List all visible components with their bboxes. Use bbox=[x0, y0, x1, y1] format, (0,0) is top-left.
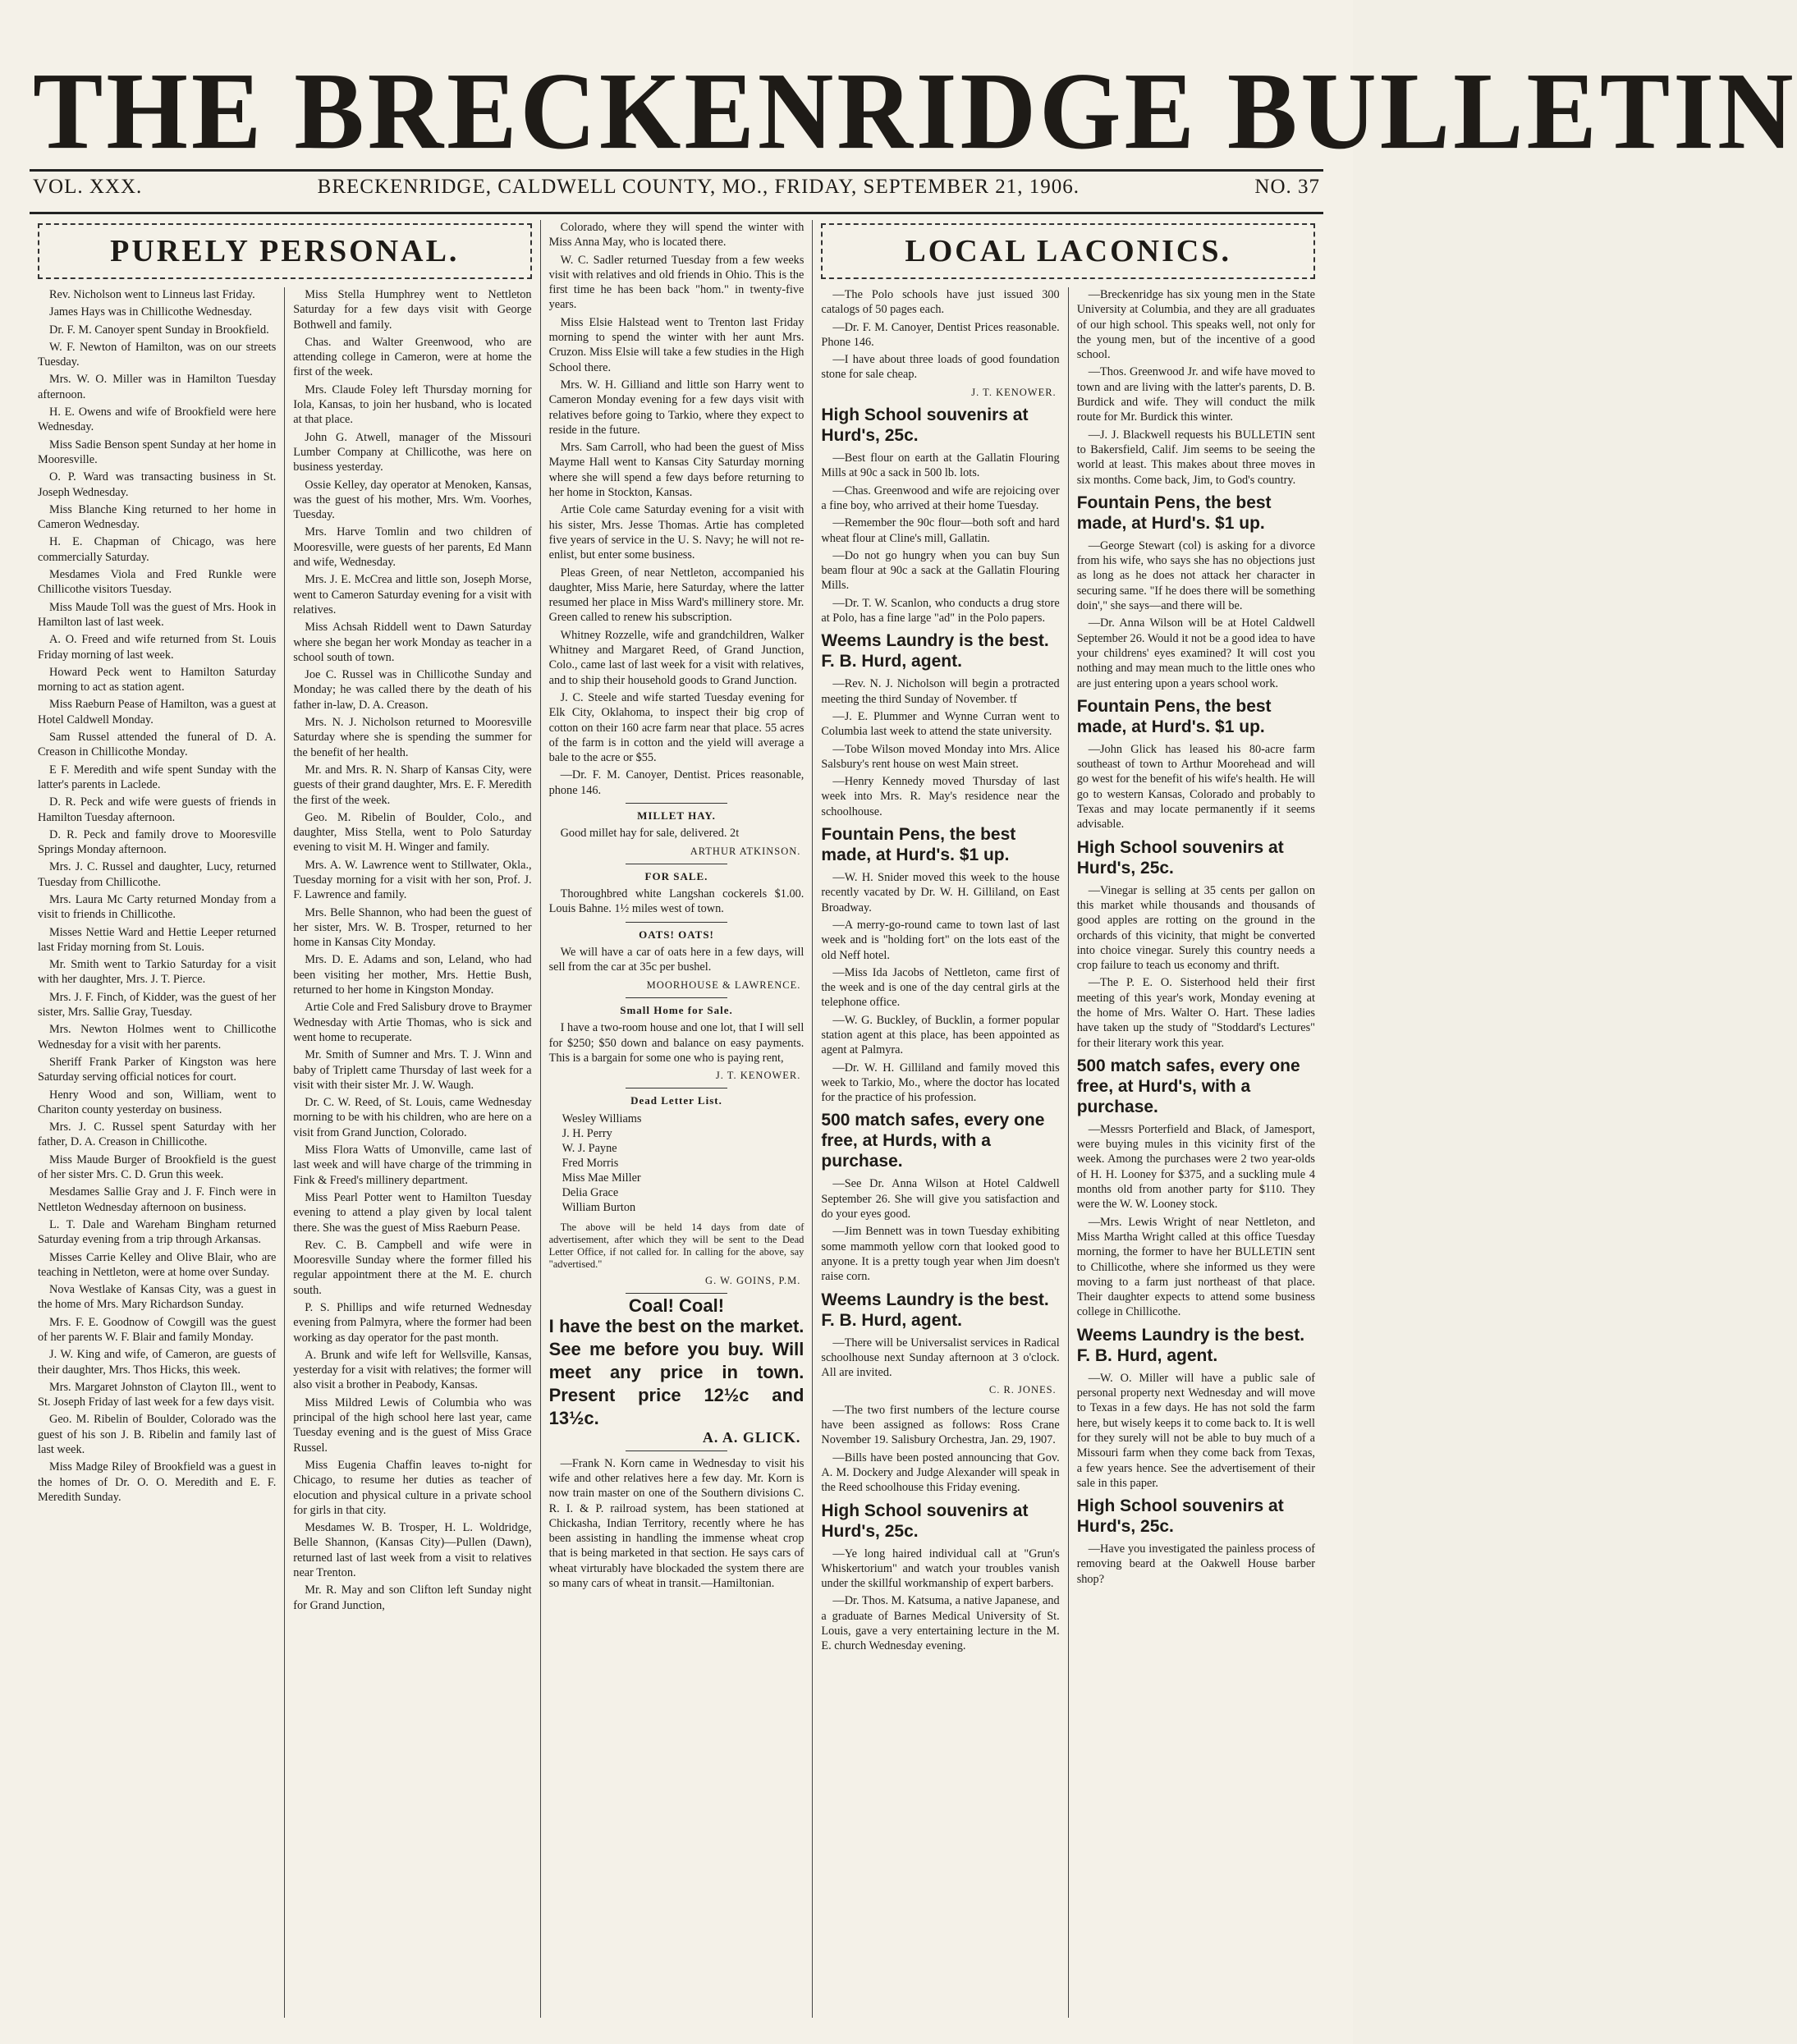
oats-heading: OATS! OATS! bbox=[639, 928, 714, 941]
column-3 bbox=[541, 220, 814, 2018]
purely-personal-section bbox=[30, 220, 541, 2018]
signature: C. R. JONES. bbox=[988, 1384, 1057, 1396]
personal-item: Miss Maude Burger of Brookfield is the guest of her sister Mrs. C. D. Grun this week. bbox=[38, 1153, 277, 1182]
personal-item: H. E. Chapman of Chicago, was here commercially Saturday. bbox=[38, 535, 277, 564]
laconic-item: —John Glick has leased his 80-acre farm southeast of town to Arthur Moorehead and will go west for the benefit of his wife's health. He will go to western Kansas, Colorado and probably to Texas and may locate permanently if it seems advisable. bbox=[1076, 742, 1315, 832]
personal-item: Dr. C. W. Reed, of St. Louis, came Wednesday morning to be with his children, who are here on a visit from Grand Junction, Colorado. bbox=[293, 1096, 532, 1139]
laconic-item: —See Dr. Anna Wilson at Hotel Caldwell September 26. She will give you satisfaction and do your eyes good. bbox=[821, 1177, 1060, 1221]
personal-item: Miss Mildred Lewis of Columbia who was principal of the high school here last year, came Tuesday evening and is the guest of Miss Grace Russel. bbox=[293, 1396, 532, 1455]
personal-item: Mesdames Viola and Fred Runkle were Chillicothe visitors Tuesday. bbox=[38, 568, 277, 597]
laconic-item: —The P. E. O. Sisterhood held their first meeting of this year's work, Monday evening at the home of Mrs. Walter O. Hart. These ladies have taken up the study of "Stoddard's Lectures" for their literary work this year. bbox=[1076, 976, 1315, 1050]
personal-item: Mrs. Claude Foley left Thursday morning for Iola, Kansas, to join her husband, who is located at that place. bbox=[293, 383, 532, 427]
dateline bbox=[33, 176, 1320, 209]
personal-item: Miss Madge Riley of Brookfield was a guest in the homes of Dr. O. O. Meredith and E. F. Meredith Sunday. bbox=[38, 1460, 277, 1504]
personal-item: Chas. and Walter Greenwood, who are attending college in Cameron, were at home the first of the week. bbox=[293, 335, 532, 379]
advertisement: 500 match safes, every one free, at Hurds, with a purchase. bbox=[821, 1111, 1045, 1171]
personal-item: Miss Raeburn Pease of Hamilton, was a guest at Hotel Caldwell Monday. bbox=[38, 698, 277, 726]
news-item: Artie Cole came Saturday evening for a visit with his sister, Mrs. Jesse Thomas. Artie has completed five years of service in the U. S. Navy; he will not re-enlist, but enter some business. bbox=[548, 503, 805, 562]
news-item: Mrs. W. H. Gilliand and little son Harry went to Cameron Monday evening for a few days visit with relatives before going to Tarkio, where they expect to reside in the future. bbox=[548, 378, 805, 437]
news-item: W. C. Sadler returned Tuesday from a few weeks visit with relatives and old friends in Ohio. This is the first time he has been back "hom." in twenty-five years. bbox=[548, 253, 805, 312]
purely-personal-heading: PURELY PERSONAL. bbox=[38, 223, 532, 279]
laconic-item: —Mrs. Lewis Wright of near Nettleton, and Miss Martha Wright called at this office Tuesday morning, the former to have her BULLETIN sent to Chillicothe, where she informed us they were moving to a farm just northeast of that place. Their daughter expects to attend some business college in Chillicothe. bbox=[1076, 1215, 1315, 1319]
small-home-text: I have a two-room house and one lot, that I will sell for $250; $50 down and balance on easy payments. This is a bargain for some one who is paying rent, bbox=[548, 1021, 805, 1065]
personal-item: Howard Peck went to Hamilton Saturday morning to act as station agent. bbox=[38, 665, 277, 694]
news-item: Whitney Rozzelle, wife and grandchildren, Walker Whitney and Margaret Reed, of Grand Junction, Colo., came last of last week for a visit with relatives, and to ship their household goods to Grand Junction. bbox=[548, 628, 805, 687]
small-home-heading: Small Home for Sale. bbox=[620, 1003, 733, 1016]
divider bbox=[626, 922, 727, 923]
dead-letter-list bbox=[549, 1111, 805, 1215]
laconic-item: —George Stewart (col) is asking for a divorce from his wife, who says she has no objections just as long as he does not attack her character in securing same. "If he does there will be something doin'," she says—and there will be. bbox=[1076, 538, 1315, 613]
news-item: Mrs. Sam Carroll, who had been the guest of Miss Mayme Hall went to Kansas City Saturday morning where she will spend a few days before returning to her home in Stockton, Kansas. bbox=[548, 441, 805, 500]
column-3-items bbox=[549, 220, 805, 798]
personal-item: Mr. Smith went to Tarkio Saturday for a visit with her daughter, Mrs. J. T. Pierce. bbox=[38, 958, 277, 987]
laconic-item: —Dr. F. M. Canoyer, Dentist Prices reasonable. Phone 146. bbox=[821, 320, 1060, 349]
personal-item: Mesdames Sallie Gray and J. F. Finch were in Nettleton Wednesday afternoon on business. bbox=[38, 1185, 277, 1214]
masthead-rule-top bbox=[30, 169, 1323, 172]
dead-letter-name: W. J. Payne bbox=[562, 1141, 617, 1155]
news-item: Pleas Green, of near Nettleton, accompanied his daughter, Miss Marie, here Saturday, where the latter resumed her place in Miss Ward's millinery store. Mr. Green called to renew his subscription. bbox=[548, 566, 805, 625]
laconic-item: —There will be Universalist services in Radical schoolhouse next Sunday afternoon at 3 o'clock. All are invited. bbox=[821, 1336, 1060, 1380]
dead-letter-name: Delia Grace bbox=[562, 1185, 619, 1199]
personal-item: Mrs. Newton Holmes went to Chillicothe Wednesday for a visit with her parents. bbox=[38, 1023, 277, 1052]
advertisement: Weems Laundry is the best. F. B. Hurd, agent. bbox=[1076, 1325, 1305, 1365]
personal-item: Geo. M. Ribelin of Boulder, Colo., and daughter, Miss Stella, went to Polo Saturday evening to visit M. H. Winger and family. bbox=[293, 810, 532, 855]
news-item: Miss Elsie Halstead went to Trenton last Friday morning to spend the winter with her aunt Mrs. Cruzon. Miss Elsie will take a few studies in the High School there. bbox=[548, 315, 805, 374]
personal-item: Mrs. W. O. Miller was in Hamilton Tuesday afternoon. bbox=[38, 373, 277, 401]
advertisement: 500 match safes, every one free, at Hurd's, with a purchase. bbox=[1076, 1056, 1300, 1116]
dead-letter-signature: G. W. GOINS, P.M. bbox=[705, 1274, 801, 1286]
advertisement: Fountain Pens, the best made, at Hurd's. $1 up. bbox=[821, 825, 1016, 865]
news-item: Colorado, where they will spend the winter with Miss Anna May, who is located there. bbox=[548, 221, 805, 250]
personal-item: Henry Wood and son, William, went to Chariton county yesterday on business. bbox=[38, 1088, 277, 1116]
coal-signature: A. A. GLICK. bbox=[702, 1429, 801, 1446]
advertisement: Fountain Pens, the best made, at Hurd's. $1 up. bbox=[1076, 696, 1272, 736]
personal-item: Miss Eugenia Chaffin leaves to-night for Chicago, to resume her duties as teacher of elocution and physical culture in a private school for girls in that city. bbox=[293, 1458, 532, 1517]
laconic-item: —Dr. W. H. Gilliland and family moved this week to Tarkio, Mo., where the doctor has located for the practice of his profession. bbox=[821, 1061, 1060, 1105]
personal-item: Miss Sadie Benson spent Sunday at her home in Mooresville. bbox=[38, 438, 277, 466]
dead-letter-name: J. H. Perry bbox=[562, 1126, 612, 1140]
oats-text: We will have a car of oats here in a few days, will sell from the car at 35c per bushel. bbox=[548, 946, 805, 974]
korn-item: —Frank N. Korn came in Wednesday to visit his wife and other relatives here a few day. Mr. Korn is now train master on one of the Southern divisions C. R. I. & P. railroad system, has been stationed at Chickasha, Indian Territory, recently where he has been assisting in handling the immense wheat crop that is being marketed in that section. He says cars of wheat virturably have blockaded the system there are so many cars of wheat in transit.—Hamiltonian. bbox=[548, 1456, 805, 1590]
dateline-text: BRECKENRIDGE, CALDWELL COUNTY, MO., FRIDAY, SEPTEMBER 21, 1906. bbox=[317, 176, 1080, 198]
laconic-item: —Breckenridge has six young men in the State University at Columbia, and they are all graduates of our high school. This speaks well, not only for the young men, but of the incentive of a good school. bbox=[1076, 288, 1315, 362]
personal-item: Mrs. Harve Tomlin and two children of Mooresville, were guests of her parents, Ed Mann and wife, Wednesday. bbox=[293, 525, 532, 570]
personal-item: Sam Russel attended the funeral of D. A. Creason in Chillicothe Monday. bbox=[38, 731, 277, 759]
personal-item: James Hays was in Chillicothe Wednesday. bbox=[49, 305, 253, 319]
laconics-column-1 bbox=[813, 287, 1068, 2018]
personal-item: Miss Maude Toll was the guest of Mrs. Hook in Hamilton last of last week. bbox=[38, 600, 277, 629]
laconic-item: —Bills have been posted announcing that Gov. A. M. Dockery and Judge Alexander will speak in the Reed schoolhouse this Friday evening. bbox=[821, 1451, 1060, 1495]
personal-item: O. P. Ward was transacting business in St. Joseph Wednesday. bbox=[38, 470, 277, 499]
divider bbox=[626, 803, 727, 804]
laconic-item: —Rev. N. J. Nicholson will begin a protracted meeting the third Sunday of November. tf bbox=[821, 677, 1060, 706]
issue-number: NO. 37 bbox=[1254, 176, 1320, 198]
laconic-item: —I have about three loads of good foundation stone for sale cheap. bbox=[821, 353, 1060, 382]
local-laconics-section bbox=[813, 220, 1323, 2018]
personal-item: P. S. Phillips and wife returned Wednesday evening from Palmyra, where the former had been working as day operator for the past month. bbox=[293, 1301, 532, 1345]
laconic-item: —Jim Bennett was in town Tuesday exhibiting some mammoth yellow corn that looked good to anyone. It is a pretty tough year when Jim doesn't raise corn. bbox=[821, 1225, 1060, 1284]
oats-signature: MOORHOUSE & LAWRENCE. bbox=[646, 978, 801, 991]
laconic-item: —Do not go hungry when you can buy Sun beam flour at 90c a sack at the Gallatin Flouring Mills. bbox=[821, 548, 1060, 593]
personal-item: Mrs. A. W. Lawrence went to Stillwater, Okla., Tuesday morning for a visit with her son, Prof. J. F. Lawrence and family. bbox=[293, 858, 532, 902]
personal-item: Ossie Kelley, day operator at Menoken, Kansas, was the guest of his mother, Mrs. Wm. Voorhes, Tuesday. bbox=[293, 478, 532, 522]
laconic-item: —Dr. Anna Wilson will be at Hotel Caldwell September 26. Would it not be a good idea to have your childrens' eyes examined? It will cost you nothing and may mean much to the little ones who are just entering upon a years school work. bbox=[1076, 616, 1315, 690]
volume-label: VOL. XXX. bbox=[33, 176, 143, 198]
personal-column-2 bbox=[285, 287, 539, 2018]
personal-item: Mr. Smith of Sumner and Mrs. T. J. Winn and baby of Triplett came Thursday of last week for a visit with their sister Mr. J. W. Waugh. bbox=[293, 1048, 532, 1092]
laconic-item: —Henry Kennedy moved Thursday of last week into Mrs. R. May's residence near the schoolhouse. bbox=[821, 775, 1060, 818]
personal-item: J. W. King and wife, of Cameron, are guests of their daughter, Mrs. Thos Hicks, this week. bbox=[38, 1348, 277, 1377]
masthead-rule-bottom bbox=[30, 212, 1323, 214]
personal-item: Artie Cole and Fred Salisbury drove to Braymer Wednesday with Artie Thomas, who is sick and went home to recuperate. bbox=[293, 1001, 532, 1044]
personal-item: Mrs. Belle Shannon, who had been the guest of her sister, Mrs. W. B. Trosper, returned to her home in Kansas City Monday. bbox=[293, 905, 532, 950]
laconic-item: —Miss Ida Jacobs of Nettleton, came first of the week and is one of the day central girls at the telephone office. bbox=[821, 965, 1060, 1010]
laconic-item: —J. J. Blackwell requests his BULLETIN sent to Bakersfield, Calif. Jim seems to be seeing the world at least. This makes about three moves in six months. Come back, Jim, to God's country. bbox=[1076, 428, 1315, 487]
personal-item: Mrs. D. E. Adams and son, Leland, who had been visiting her mother, Mrs. Hettie Bush, returned to her home in Kingston Monday. bbox=[293, 953, 532, 997]
laconic-item: —W. H. Snider moved this week to the house recently vacated by Dr. W. H. Gilliland, on East Broadway. bbox=[821, 871, 1060, 914]
advertisement: High School souvenirs at Hurd's, 25c. bbox=[821, 406, 1029, 446]
personal-item: Geo. M. Ribelin of Boulder, Colorado was the guest of his son J. B. Ribelin and family last of last week. bbox=[38, 1413, 277, 1457]
personal-item: Mrs. Margaret Johnston of Clayton Ill., went to St. Joseph Friday of last week for a few days visit. bbox=[38, 1380, 277, 1409]
news-item: J. C. Steele and wife started Tuesday evening for Elk City, Oklahoma, to inspect their big crop of cotton on their 160 acre farm near that place. 55 acres of the farm is in cotton and the yield will average a bale to the acre or $55. bbox=[548, 690, 805, 765]
laconic-item: —Chas. Greenwood and wife are rejoicing over a fine boy, who arrived at their home Tuesday. bbox=[821, 484, 1060, 512]
personal-item: A. Brunk and wife left for Wellsville, Kansas, yesterday for a visit with relatives; the former will also visit a brother in Peabody, Kansas. bbox=[293, 1348, 532, 1392]
laconics-column-2 bbox=[1069, 287, 1323, 2018]
laconic-item: —Vinegar is selling at 35 cents per gallon on this market while thousands and thousands of good apples are rotting on the ground in the orchards of this vicinity, that might be converted into choice vinegar. Surely this country needs a crop failure to teach us economy and thrift. bbox=[1076, 883, 1315, 973]
laconic-item: —Tobe Wilson moved Monday into Mrs. Alice Salsbury's rent house on west Main street. bbox=[821, 742, 1060, 771]
personal-item: Miss Blanche King returned to her home in Cameron Wednesday. bbox=[38, 502, 277, 532]
personal-item: Joe C. Russel was in Chillicothe Sunday and Monday; he was called there by the death of his father in-law, D. A. Creason. bbox=[293, 668, 532, 712]
millet-hay-heading: MILLET HAY. bbox=[637, 809, 716, 822]
personal-item: Mrs. J. C. Russel spent Saturday with her father, D. A. Creason in Chillicothe. bbox=[38, 1121, 277, 1149]
personal-item: Miss Stella Humphrey went to Nettleton Saturday for a few days visit with George Bothwell and family. bbox=[293, 288, 532, 332]
personal-item: Mrs. N. J. Nicholson returned to Mooresville Saturday where she is spending the summer for the benefit of her health. bbox=[293, 716, 532, 759]
laconic-item: —Messrs Porterfield and Black, of Jamesport, were buying mules in this vicinity first of the week. Among the purchases were 2 two year-olds of H. H. Looney for $375, and a suckling mule 4 months old from another party for $110. They were the W. W. Looney stock. bbox=[1076, 1122, 1315, 1212]
personal-column-1 bbox=[30, 287, 285, 2018]
personal-item: Mrs. J. C. Russel and daughter, Lucy, returned Tuesday from Chillicothe. bbox=[38, 860, 277, 889]
dead-letter-name: Miss Mae Miller bbox=[562, 1171, 641, 1185]
personal-item: Nova Westlake of Kansas City, was a guest in the home of Mrs. Mary Richardson Sunday. bbox=[38, 1283, 277, 1312]
advertisement: High School souvenirs at Hurd's, 25c. bbox=[821, 1501, 1029, 1541]
personal-item: Mrs. F. E. Goodnow of Cowgill was the guest of her parents W. F. Blair and family Monday. bbox=[38, 1315, 277, 1344]
dead-letter-note: The above will be held 14 days from date of advertisement, after which they will be sent to the Dead Letter Office, if not called for. In calling for the above, say "advertised." bbox=[548, 1221, 805, 1270]
personal-item: Miss Pearl Potter went to Hamilton Tuesday evening to attend a play given by local talent there. She was the guest of Miss Raeburn Pease. bbox=[293, 1190, 532, 1235]
personal-item: Mr. R. May and son Clifton left Sunday night for Grand Junction, bbox=[293, 1583, 532, 1612]
advertisement: Weems Laundry is the best. F. B. Hurd, agent. bbox=[821, 631, 1049, 671]
personal-item: Miss Achsah Riddell went to Dawn Saturday where she began her work Monday as teacher in a school south of town. bbox=[293, 621, 532, 664]
for-sale-text: Thoroughbred white Langshan cockerels $1.00. Louis Bahne. 1½ miles west of town. bbox=[548, 887, 805, 916]
masthead-title: THE BRECKENRIDGE BULLETIN bbox=[33, 49, 1797, 172]
personal-item: Mr. and Mrs. R. N. Sharp of Kansas City, were guests of their grand daughter, Mrs. E. F. Meredith the first of the week. bbox=[293, 763, 532, 807]
personal-item: Mrs. J. F. Finch, of Kidder, was the guest of her sister, Mrs. Sallie Gray, Tuesday. bbox=[38, 990, 277, 1020]
personal-item: D. R. Peck and family drove to Mooresville Springs Monday afternoon. bbox=[38, 827, 277, 857]
small-home-signature: J. T. KENOWER. bbox=[715, 1070, 801, 1082]
for-sale-heading: FOR SALE. bbox=[644, 869, 708, 882]
personal-item: Dr. F. M. Canoyer spent Sunday in Brookfield. bbox=[49, 323, 269, 337]
personal-item: A. O. Freed and wife returned from St. Louis Friday morning of last week. bbox=[38, 633, 277, 662]
divider bbox=[626, 1293, 727, 1294]
laconic-item: —Dr. T. W. Scanlon, who conducts a drug store at Polo, has a fine large "ad" in the Polo papers. bbox=[821, 596, 1060, 626]
laconic-item: —W. O. Miller will have a public sale of personal property next Wednesday and will move to Texas in a few days. He has not sold the farm here, but wisely keeps it to come back to. It is well for they surely will not be able to buy much of a Missouri farm when they come back from Texas, a few years hence. See the advertisement of their sale in this paper. bbox=[1076, 1371, 1315, 1490]
laconic-item: —Ye long haired individual call at "Grun's Whiskertorium" and watch your troubles vanish under the skillful workmanship of expert barbers. bbox=[821, 1547, 1060, 1591]
personal-item: E F. Meredith and wife spent Sunday with the latter's parents in Laclede. bbox=[38, 763, 277, 791]
news-item: —Dr. F. M. Canoyer, Dentist. Prices reasonable, phone 146. bbox=[548, 768, 805, 797]
dead-letter-name: Fred Morris bbox=[562, 1156, 619, 1170]
laconic-item: —The two first numbers of the lecture course have been assigned as follows: Ross Crane November 19. Salisbury Orchestra, Jan. 29, 1907. bbox=[821, 1403, 1060, 1447]
columns bbox=[30, 220, 1323, 2018]
personal-item: Sheriff Frank Parker of Kingston was here Saturday serving official notices for court. bbox=[38, 1055, 277, 1084]
advertisement: High School souvenirs at Hurd's, 25c. bbox=[1076, 1496, 1284, 1537]
personal-item: Mrs. Laura Mc Carty returned Monday from a visit to friends in Chillicothe. bbox=[38, 892, 277, 922]
laconic-item: —W. G. Buckley, of Bucklin, a former popular station agent at this place, has been appointed as agent at Palmyra. bbox=[821, 1013, 1060, 1057]
millet-hay-text: Good millet hay for sale, delivered. 2t bbox=[560, 827, 740, 841]
local-laconics-heading: LOCAL LACONICS. bbox=[821, 223, 1315, 279]
laconic-item: —Dr. Thos. M. Katsuma, a native Japanese, and a graduate of Barnes Medical University of St. Louis, gave a very entertaining lecture in the M. E. church Wednesday evening. bbox=[821, 1594, 1060, 1653]
coal-text: I have the best on the market. See me before you buy. Will meet any price in town. Present price 12½c and 13½c. bbox=[548, 1316, 805, 1429]
laconic-item: —A merry-go-round came to town last of last week and is "holding fort" on the lots east of the old Neff hotel. bbox=[821, 918, 1060, 962]
personal-item: Misses Carrie Kelley and Olive Blair, who are teaching in Nettleton, were at home over Sunday. bbox=[38, 1250, 277, 1279]
millet-hay-signature: ARTHUR ATKINSON. bbox=[690, 845, 801, 857]
personal-item: H. E. Owens and wife of Brookfield were here Wednesday. bbox=[38, 406, 277, 434]
personal-item: Misses Nettie Ward and Hettie Leeper returned last Friday morning from St. Louis. bbox=[38, 925, 277, 954]
personal-item: Mrs. J. E. McCrea and little son, Joseph Morse, went to Cameron Saturday evening for a visit with relatives. bbox=[293, 573, 532, 616]
signature: J. T. KENOWER. bbox=[971, 386, 1057, 398]
personal-item: D. R. Peck and wife were guests of friends in Hamilton Tuesday afternoon. bbox=[38, 795, 277, 824]
laconic-item: —Have you investigated the painless process of removing beard at the Oakwell House barber shop? bbox=[1076, 1542, 1315, 1586]
laconic-item: —The Polo schools have just issued 300 catalogs of 50 pages each. bbox=[821, 288, 1060, 317]
coal-heading: Coal! Coal! bbox=[628, 1295, 725, 1317]
dead-letter-name: William Burton bbox=[562, 1200, 636, 1214]
laconic-item: —Thos. Greenwood Jr. and wife have moved to town and are living with the latter's parents, D. B. Burdick and wife. They will conduct the milk route for Mr. Burdick this winter. bbox=[1076, 365, 1315, 424]
divider bbox=[626, 997, 727, 998]
personal-item: W. F. Newton of Hamilton, was on our streets Tuesday. bbox=[38, 340, 277, 369]
dead-letter-heading: Dead Letter List. bbox=[630, 1094, 722, 1107]
personal-item: Miss Flora Watts of Umonville, came last of last week and will have charge of the trimming in Fink & Freed's millinery department. bbox=[293, 1143, 532, 1187]
personal-item: John G. Atwell, manager of the Missouri Lumber Company at Chillicothe, was here on business yesterday. bbox=[293, 430, 532, 474]
laconic-item: —Best flour on earth at the Gallatin Flouring Mills at 90c a sack in 500 lb. lots. bbox=[821, 451, 1060, 480]
laconic-item: —Remember the 90c flour—both soft and hard wheat flour at Cline's mill, Gallatin. bbox=[821, 516, 1060, 545]
personal-item: Mesdames W. B. Trosper, H. L. Woldridge, Belle Shannon, (Kansas City)—Pullen (Dawn), returned last of last week from a visit to relatives near Trenton. bbox=[293, 1521, 532, 1580]
personal-item: Rev. C. B. Campbell and wife were in Mooresville Sunday where the former filled his regular appointment there at the M. E. church south. bbox=[293, 1238, 532, 1297]
advertisement: High School souvenirs at Hurd's, 25c. bbox=[1076, 837, 1284, 878]
personal-item: L. T. Dale and Wareham Bingham returned Saturday evening from a trip through Arkansas. bbox=[38, 1217, 277, 1247]
advertisement: Weems Laundry is the best. F. B. Hurd, agent. bbox=[821, 1290, 1049, 1330]
dead-letter-name: Wesley Williams bbox=[562, 1111, 642, 1125]
laconic-item: —J. E. Plummer and Wynne Curran went to Columbia last week to attend the state university. bbox=[821, 709, 1060, 739]
personal-item: Rev. Nicholson went to Linneus last Friday. bbox=[49, 288, 255, 301]
advertisement: Fountain Pens, the best made, at Hurd's. $1 up. bbox=[1076, 493, 1272, 533]
